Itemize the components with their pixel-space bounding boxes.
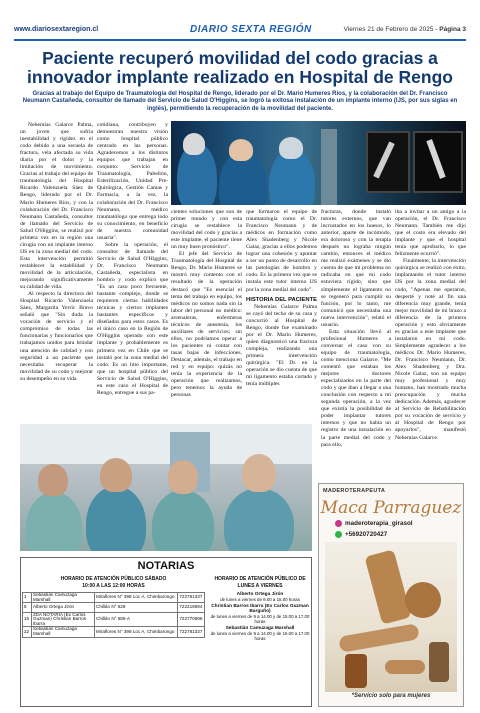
paragraph: Nehemías Galarce Palma se cayó del techo de su casa y concurrió al Hospital de Rengo, donde fue examinado por el Dr. Mario Humeres, quien diagnosticó una fractura compleja, realizando una primera intervención quirúrgica. "El Dr. en la operación se dio cuenta de que mi ligamento estaba cortado y tenía múltiples <box>246 303 317 388</box>
cell-name: 2DA NOTARIA (Ex Carlos Guzman) Christian Barros Ibarra <box>32 612 95 627</box>
ad-instagram[interactable]: maderoterapia_girasol <box>335 520 413 527</box>
issue-date: Viernes 21 de Febrero de 2025 - Página 3 <box>343 26 466 33</box>
cell-address: Chillán N° 585-A <box>95 612 178 627</box>
paragraph: que formaron el equipo de traumatología como el Dr. Francisco Neumann y de médicos en formación como Alex Shadenberg y Nicole Galaz, gracias a ellos podemos lograr una cohesión y apuntar a ser un punto de desarrollo en las patologías de hombro y codo. Es la primera vez que se instala este tutor interno IJS por la zona medial del codo". <box>246 209 317 293</box>
page-number: Página 3 <box>439 26 466 33</box>
notary-name: Sebastián Camuzaga Marshall <box>225 626 295 631</box>
paragraph: Sobre la operación, el consultor de llamado del Servicio de Salud O'Higgins, Dr. Francisco Neumann Castañeda, especialista en hombro y codo explicó que "Es un caso poco frecuente, bastante complejo, donde se requieren ciertas habilidades técnicas y ciertos implantes bastantes específicos y diseñados para estos casos. Es el único caso en la Región de O'Higgins operado con este implante y probablemente es primera vez en Chile que se instaló por la zona medial del codo. Es un hito importante, que un hospital público del Servicio de Salud O'Higgins, en este caso el Hospital de Rengo, entregue a sus pa- <box>97 241 168 396</box>
paragraph: Al respecto la directora del Hospital Ricardo Valenzuela Sáez, Margarita Yerric Bravo señaló que "Sin duda la vocación de servicio y el compromiso de todas las funcionarias y funcionarios que trabajamos unidos para brindar una atención de calidad y con seguridad a un paciente que necesitaba recuperar la movilidad de su codo y mejorar su desempeño en su vida <box>20 291 93 382</box>
notary-name: Alberto Ortega Jirón <box>236 592 284 597</box>
section-heading: HISTORIA DEL PACIENTE <box>246 296 317 303</box>
cell-phone: 722219694 <box>178 603 205 613</box>
article-headline: Paciente recuperó movilidad del codo gracias a innovador implante realizado en Hospital de Rengo <box>27 48 453 87</box>
notary-hours: de lunes a viernes de 9 a 14.00 y de 15.00 a 17.00 horas <box>210 631 310 641</box>
notary-hours: de lunes a viernes de 9.00 a 15.00 horas <box>220 597 300 602</box>
paragraph: fracturas, donde instaló tutores externos, que van incrustados en los huesos, lo anterior, aparte de incómodo, era doloroso y con la terapia después no lograba ningún cambio, entonces el médico me realizó exámenes y se dio cuenta de que mi problema no radicaba en que mi codo estuviera rígido, sino que simplemente el ligamento no se regeneró para cumplir su función, por lo tanto, me comunicó que necesitaba una nueva intervención", relató el usuario. <box>321 209 391 328</box>
article-column-4 <box>246 209 317 388</box>
cell-address: Chillán N° 628 <box>95 603 178 613</box>
cell-phone: 722781337 <box>178 593 205 603</box>
cell-phone: 722770896 <box>178 612 205 627</box>
weekday-schedule <box>209 576 311 641</box>
table-row <box>23 627 205 637</box>
article-subhead: Gracias al trabajo del Equipo de Traumatología del Hospital de Rengo, liderado por el Dr. Mario Humeres Ríos, y la colaboración del Dr. Francisco Neumann Castañeda, consultor de llamado del Servicio de Salud O'Higgins, se logró la exitosa instalación de un implante interno (IJS, por sus siglas en inglés), permitiendo la recuperación de la movilidad del paciente. <box>22 91 458 112</box>
cell-day: 15 <box>23 612 32 627</box>
paragraph: Finalmente, la intervención quirúrgica se realizó con éxito, implantando el tutor interno IJS por la zona medial del codo, "Apenas me operaron, desperté y noté al fin una diferencia muy grande, tenía mejor movilidad de mi brazo a diferencia de la primera operación y esto obviamente es gracias a este implante que instalaron en mi codo. Simplemente agradecer a los médicos Dr. Mario Humeres, Dr. Francisco Neumann, Dr. Alex Shadenberg y Dra. Nicole Galaz, son un equipo muy profesional y muy humano, han mostrado mucha preocupación y mucha dedicación. Además, agradecer al Servicio de Rehabilitación por su vocación de servicio y al Hospital de Rengo por apoyarlos", manifestó Nehemías Galarce. <box>395 258 466 441</box>
paragraph: Nehemías Galarce Palma, un joven que sufría inestabilidad y rigidez en el codo debido a una secuela de fractura, vela afectada su vida diaria por el dolor y la limitación de movimiento. Gracias al trabajo del equipo de traumatología del Hospital Ricardo Valenzuela Sáez de Rengo, liderado por el Dr. Mario Humeres Ríos, y con la colaboración del Dr. Francisco Neumann Castañeda, consultor de llamado del Servicio de Salud O'Higgins, se realizó por primera vez en la región una cirugía con un implante interno IJS en la zona medial del codo. Esta intervención permitió restablecer la estabilidad y movilidad de la articulación, mejorando significativamente su calidad de vida. <box>20 122 93 291</box>
article-column-1 <box>20 122 93 383</box>
notarias-box <box>20 557 312 707</box>
cell-day: 8 <box>23 603 32 613</box>
table-row <box>23 612 205 627</box>
paragraph: Esta situación llevó al profesional Humeres a conversar el caso con su equipo de traumatología, como menciona Galarce. "Me comentó que estaban los mejores doctores especializados en la parte del codo y que iban a llegar a una conclusión con respecto a mi segunda operación, a la vez que existía la posibilidad de poder implantar tutores internos y que no había un registro de una instalación en la parte medial del codo y para ello, <box>321 328 391 448</box>
notarias-title: NOTARIAS <box>137 560 195 572</box>
cell-day: 1 <box>23 593 32 603</box>
paragraph: cotidiana, contribuyen y demuestran nuestra visión como hospital público centrado en las personas. Agradecemos a los distintos equipos que trabajan en conjunto: Servicio de Traumatología, Pabellón, Esterilización, Unidad Pre-Quirúrgica, Gestión Camas y Farmacia, a la vez, la colaboración del Dr. Francisco Neumann, médico traumatólogo que entrega todo su conocimiento, en beneficio de nuestra comunidad usuaria". <box>97 122 168 241</box>
cell-phone: 722781337 <box>178 627 205 637</box>
ad-top-label: MADEROTERAPEUTA <box>323 488 386 494</box>
article-column-6 <box>395 209 466 442</box>
notary-hours: de lunes a viernes de 9 a 14.00 y de 15.00 a 17.00 horas <box>210 614 310 624</box>
paragraph: El jefe del Servicio de Traumatología del Hospital de Rengo, Dr. Mario Humeres se mostró muy contento con el resultado de la operación destacó que "Es esencial el tema del trabajo en equipo, los médicos no somos nada sin la labor del personal no médico: arsenaleras, enfermeras técnicos de anestesia, los auxiliares de servicios; sin ellos, no podríamos operar a los pacientes ni contar con tasas bajas de infecciones. Destacar, además, el trabajo en red y en equipo: quizás no tenía la experiencia de la operación que realizamos, pero tenemos la ayuda de personas <box>171 251 242 399</box>
ad-phone[interactable]: +56920720427 <box>335 531 387 538</box>
table-row <box>23 603 205 613</box>
advertisement <box>318 483 464 707</box>
page-header <box>14 24 466 38</box>
table-row <box>23 593 205 603</box>
notary-name: Christian Barros Ibarra (Ex Carlos Guzman Barguño) <box>211 604 309 614</box>
saturday-table <box>22 592 205 638</box>
site-url[interactable]: www.diariosextaregion.cl <box>14 26 99 33</box>
cell-address: Miraflores N° 398 Loc A, Chimbarongo <box>95 627 178 637</box>
weekday-heading: HORARIO DE ATENCIÓN PÚBLICO DE LUNES A VIERNES <box>214 576 306 589</box>
cell-address: Miraflores N° 398 Loc A, Chimbarongo <box>95 593 178 603</box>
medical-team-photo <box>20 424 312 551</box>
saturday-schedule <box>22 576 205 638</box>
ad-brand-name: Maca Parraguez <box>320 498 462 518</box>
masthead: DIARIO SEXTA REGIÓN <box>190 24 312 35</box>
cell-name: Alberto Ortega Jirón <box>32 603 95 613</box>
instagram-icon <box>335 520 342 527</box>
article-column-3 <box>171 209 242 399</box>
cell-name: Sebastián Camuzaga Marshall <box>32 593 95 603</box>
paragraph: cientes soluciones que son de primer mundo y con esta cirugía se restablece la movilidad del codo y gracias a este implante, el paciente tiene un muy buen pronóstico". <box>171 209 242 251</box>
massage-tools-image <box>325 542 457 692</box>
surgery-photo <box>171 121 466 205</box>
cell-day: 22 <box>23 627 32 637</box>
cell-name: Sebastián Camuzaga Marshall <box>32 627 95 637</box>
header-rule <box>14 39 466 41</box>
ad-caption: *Servicio solo para mujeres <box>351 693 431 699</box>
whatsapp-icon <box>335 531 342 538</box>
paragraph: iba a invitar a un amigo a la operación, el Dr. Francisco Neumann. También me dijo que el costo era elevado del implante y que el hospital tenía que aprobarlo, lo que felizmente ocurrió". <box>395 209 466 258</box>
saturday-heading: HORARIO DE ATENCIÓN PÚBLICO SÁBADO 10:00 A LAS 12:00 HORAS <box>60 576 167 589</box>
article-column-2 <box>97 122 168 397</box>
article-column-5 <box>321 209 391 449</box>
